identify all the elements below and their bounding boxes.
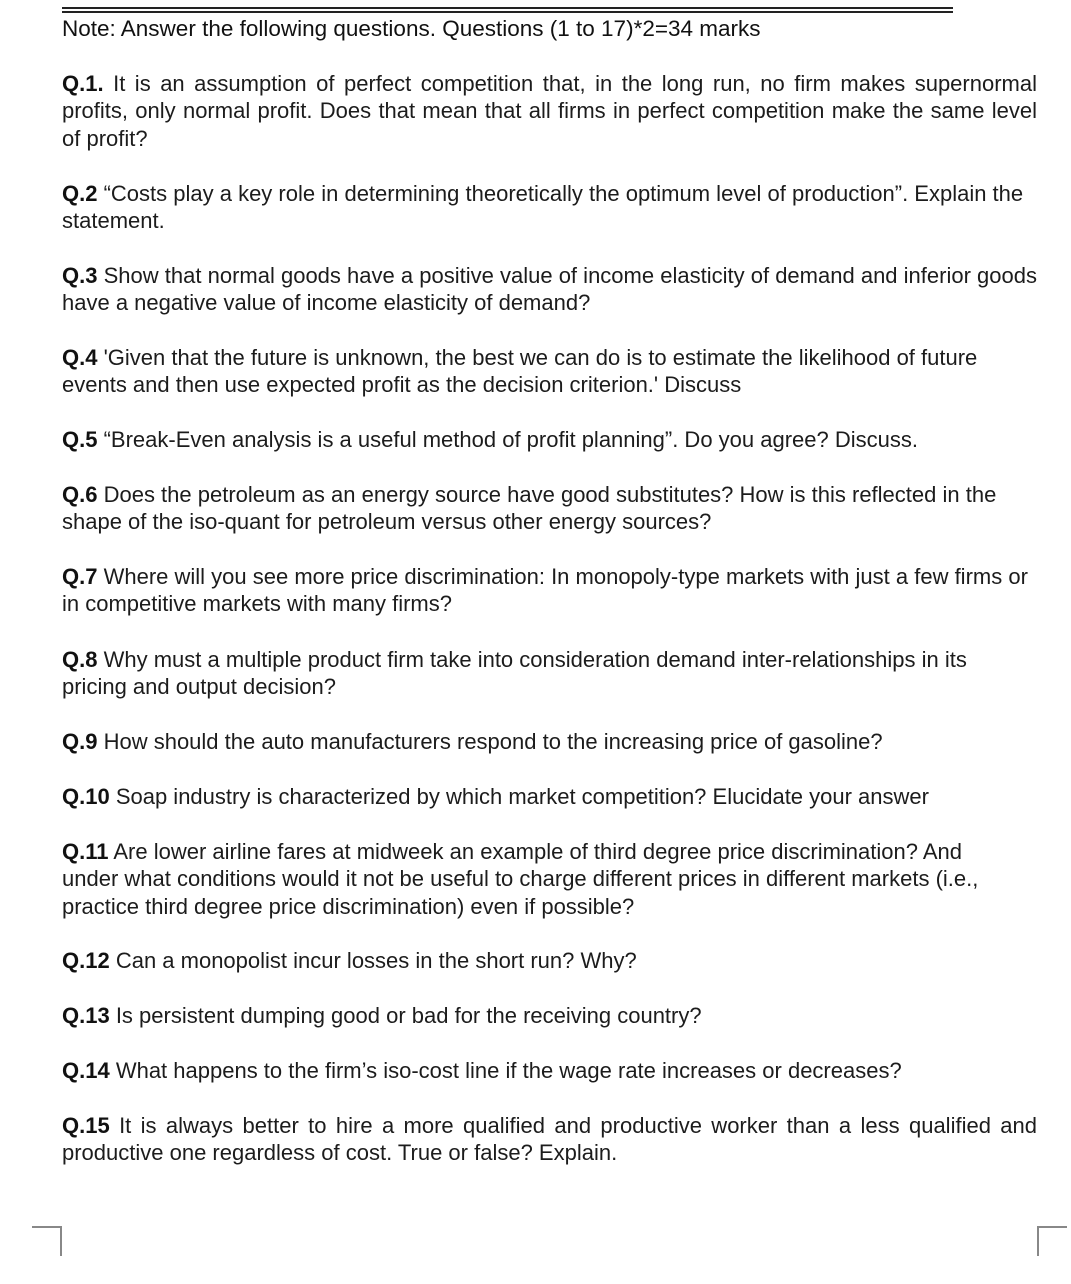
question-text: What happens to the firm’s iso-cost line if the wage rate increases or decreases? — [109, 1058, 902, 1083]
question-4 — [62, 344, 997, 399]
question-number: Q.3 — [62, 263, 98, 288]
question-text: It is always better to hire a more qualified and productive worker than a less qualified and productive one regardless of cost. True or false? Explain. — [62, 1113, 1037, 1166]
question-number: Q.14 — [62, 1058, 110, 1083]
question-9 — [62, 728, 1037, 755]
header-rule-secondary — [62, 11, 953, 13]
question-number: Q.11 — [62, 839, 109, 864]
question-number: Q.8 — [62, 647, 98, 672]
question-number: Q.10 — [62, 784, 110, 809]
question-11 — [62, 838, 997, 920]
question-text: “Break-Even analysis is a useful method of profit planning”. Do you agree? Discuss. — [97, 427, 918, 452]
question-text: Soap industry is characterized by which market competition? Elucidate your answer — [109, 784, 929, 809]
question-text: Is persistent dumping good or bad for the receiving country? — [109, 1003, 702, 1028]
question-text: Where will you see more price discrimination: In monopoly-type markets with just a few firms or in competitive markets with many firms? — [62, 564, 1028, 617]
page-corner-mark-left — [32, 1226, 62, 1256]
question-number: Q.13 — [62, 1003, 110, 1028]
instructions-note: Note: Answer the following questions. Questions (1 to 17)*2=34 marks — [62, 16, 761, 41]
question-text: Can a monopolist incur losses in the short run? Why? — [109, 948, 637, 973]
question-number: Q.15 — [62, 1113, 110, 1138]
question-3 — [62, 262, 1037, 317]
question-8 — [62, 646, 1037, 701]
question-number: Q.4 — [62, 345, 98, 370]
question-number: Q.6 — [62, 482, 98, 507]
question-text: Why must a multiple product firm take into consideration demand inter-relationships in its pricing and output decision? — [62, 647, 967, 700]
question-1 — [62, 70, 1037, 152]
question-7 — [62, 563, 1037, 618]
question-number: Q.7 — [62, 564, 98, 589]
question-15 — [62, 1112, 1037, 1167]
question-6 — [62, 481, 1037, 536]
question-12 — [62, 947, 1037, 974]
question-number: Q.2 — [62, 181, 98, 206]
question-5 — [62, 426, 1037, 453]
question-number: Q.1. — [62, 71, 104, 96]
question-text: Does the petroleum as an energy source have good substitutes? How is this reflected in the shape of the iso-quant for petroleum versus other energy sources? — [62, 482, 997, 535]
question-text: Are lower airline fares at midweek an example of third degree price discrimination? And under what conditions would it not be useful to charge different prices in different markets (i.e., practice third degree price discrimination) even if possible? — [62, 839, 979, 919]
question-10 — [62, 783, 1037, 810]
question-number: Q.12 — [62, 948, 110, 973]
question-number: Q.5 — [62, 427, 98, 452]
question-text: It is an assumption of perfect competition that, in the long run, no firm makes supernormal profits, only normal profit. Does that mean that all firms in perfect competition make the same level of profit? — [62, 71, 1037, 151]
question-number: Q.9 — [62, 729, 98, 754]
question-text: “Costs play a key role in determining theoretically the optimum level of production”. Explain the statement. — [62, 181, 1024, 234]
question-text: Show that normal goods have a positive value of income elasticity of demand and inferior goods have a negative value of income elasticity of demand? — [62, 263, 1037, 316]
question-14 — [62, 1057, 1037, 1084]
question-text: How should the auto manufacturers respond to the increasing price of gasoline? — [97, 729, 883, 754]
question-text: 'Given that the future is unknown, the best we can do is to estimate the likelihood of future events and then use expected profit as the decision criterion.' Discuss — [62, 345, 978, 398]
question-13 — [62, 1002, 1037, 1029]
question-2 — [62, 180, 1037, 235]
page-corner-mark-right — [1037, 1226, 1067, 1256]
header-rule — [62, 7, 953, 9]
